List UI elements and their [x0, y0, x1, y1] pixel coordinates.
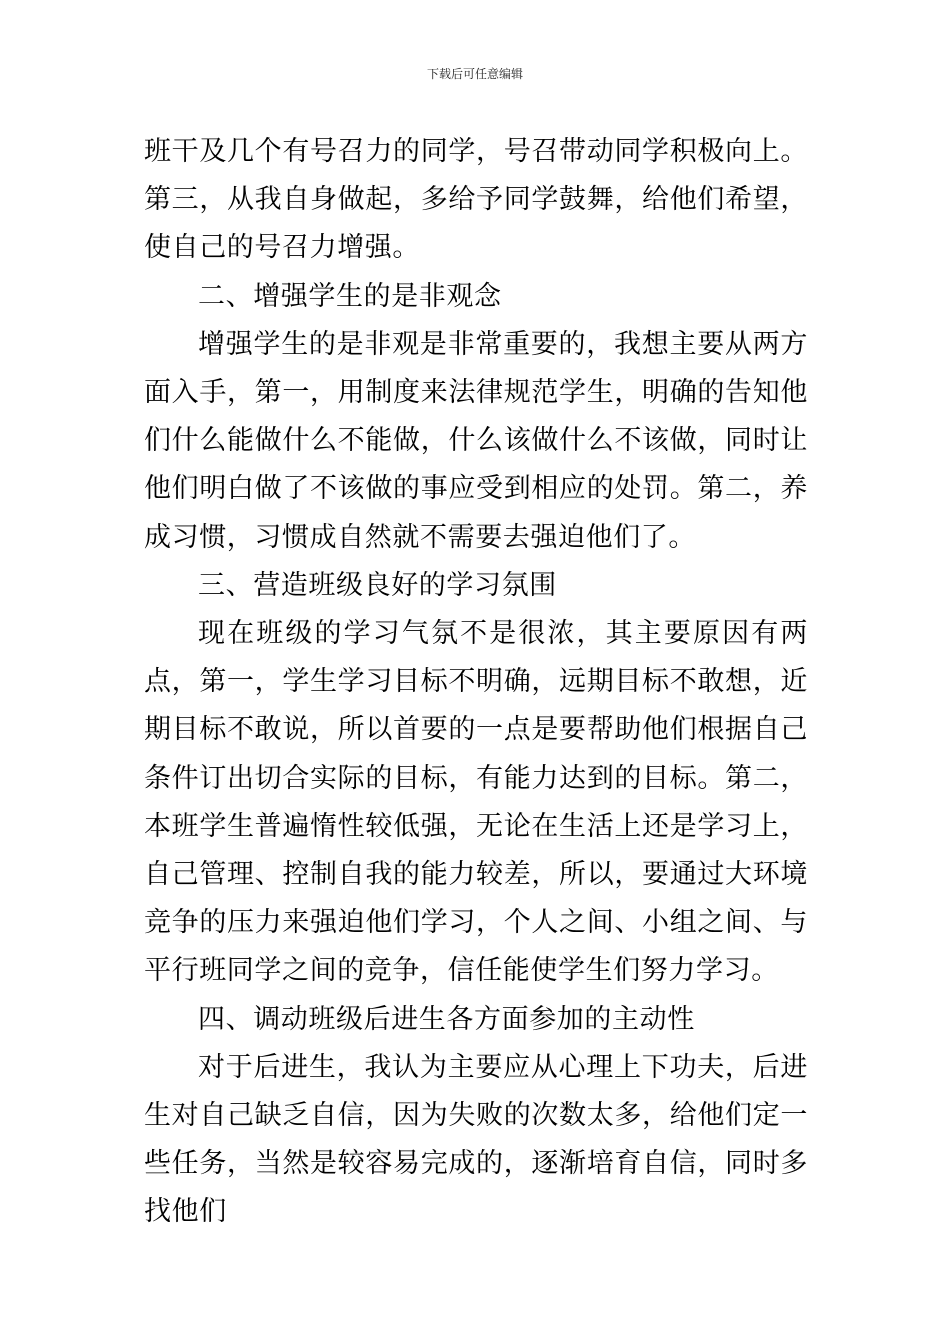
paragraph: 对于后进生，我认为主要应从心理上下功夫，后进生对自己缺乏自信，因为失败的次数太多，给他们定一些任务，当然是较容易完成的，逐渐培育自信，同时多找他们 [144, 1051, 808, 1228]
page-header: 下载后可任意编辑 [426, 67, 523, 81]
paragraph: 现在班级的学习气氛不是很浓，其主要原因有两点，第一，学生学习目标不明确，远期目标不敢想，近期目标不敢说，所以首要的一点是要帮助他们根据自己条件订出切合实际的目标，有能力达到的目标。第二，本班学生普遍惰性较低强，无论在生活上还是学习上，自己管理、控制自我的能力较差，所以，要通过大环境竞争的压力来强迫他们学习，个人之间、小组之间、与平行班同学之间的竞争，信任能使学生们努力学习。 [144, 618, 808, 987]
section-heading-4: 四、调动班级后进生各方面参加的主动性 [198, 1003, 695, 1035]
section-heading-2: 二、增强学生的是非观念 [198, 280, 502, 312]
document-body [144, 128, 808, 1237]
section-heading-3: 三、营造班级良好的学习氛围 [198, 569, 557, 601]
paragraph: 增强学生的是非观是非常重要的，我想主要从两方面入手，第一，用制度来法律规范学生，明确的告知他们什么能做什么不能做，什么该做什么不该做，同时让他们明白做了不该做的事应受到相应的处罚。第二，养成习惯，习惯成自然就不需要去强迫他们了。 [144, 328, 808, 553]
paragraph-continuation: 班干及几个有号召力的同学，号召带动同学积极向上。第三，从我自身做起，多给予同学鼓舞，给他们希望，使自己的号召力增强。 [144, 136, 808, 264]
